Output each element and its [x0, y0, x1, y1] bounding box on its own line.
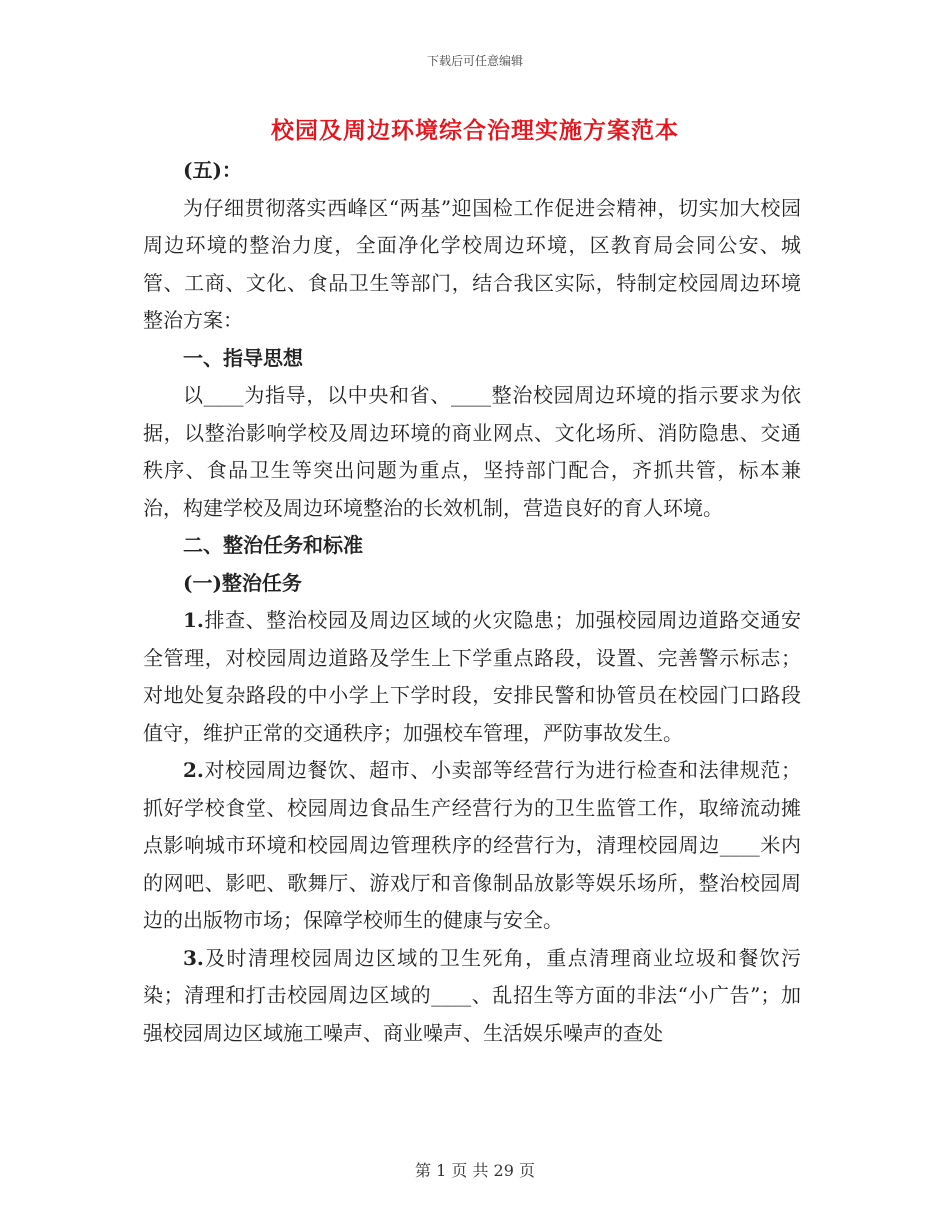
task-paragraph-1: [143, 602, 801, 752]
task-number: 3.: [183, 945, 204, 970]
subsection-heading-tasks: (一)整治任务: [183, 570, 302, 595]
task-number: 2.: [183, 758, 204, 782]
section-heading-guiding: 一、指导思想: [183, 345, 303, 370]
task-text: 对校园周边餐饮、超市、小卖部等经营行为进行检查和法律规范；抓好学校食堂、校园周边食品生产经营行为的卫生监管工作，取缔流动摊点影响城市环境和校园周边管理秩序的经营行为，清理校园周边____米内的网吧、影吧、歌舞厅、游戏厅和音像制品放影等娱乐场所，整治校园周边的出版物市场；保障学校师生的健康与安全。: [143, 758, 801, 932]
subtitle-heading: (五)：: [183, 158, 242, 182]
document-body: [143, 152, 801, 1052]
task-paragraph-3: [143, 940, 801, 1053]
task-text: 及时清理校园周边区域的卫生死角，重点清理商业垃圾和餐饮污染；清理和打击校园周边区域的____、乱招生等方面的非法“小广告”；加强校园周边区域施工噪声、商业噪声、生活娱乐噪声的查处: [143, 945, 801, 1045]
header-note: 下载后可任意编辑: [426, 54, 523, 68]
guiding-paragraph: 以____为指导，以中央和省、____整治校园周边环境的指示要求为依据，以整治影响学校及周边环境的商业网点、文化场所、消防隐患、交通秩序、食品卫生等突出问题为重点，坚持部门配合，齐抓共管，标本兼治，构建学校及周边环境整治的长效机制，营造良好的育人环境。: [143, 383, 801, 520]
task-text: 排查、整治校园及周边区域的火灾隐患；加强校园周边道路交通安全管理，对校园周边道路及学生上下学重点路段，设置、完善警示标志；对地处复杂路段的中小学上下学时段，安排民警和协管员在校园门口路段值守，维护正常的交通秩序；加强校车管理，严防事故发生。: [143, 608, 801, 745]
page-footer: 第 1 页 共 29 页: [415, 1161, 535, 1180]
intro-paragraph: 为仔细贯彻落实西峰区“两基”迎国检工作促进会精神，切实加大校园周边环境的整治力度，全面净化学校周边环境，区教育局会同公安、城管、工商、文化、食品卫生等部门，结合我区实际，特制定校园周边环境整治方案：: [143, 195, 801, 332]
section-heading-tasks: 二、整治任务和标准: [183, 533, 363, 557]
task-number: 1.: [183, 608, 204, 632]
task-paragraph-2: [143, 752, 801, 940]
document-title: 校园及周边环境综合治理实施方案范本: [271, 117, 679, 144]
